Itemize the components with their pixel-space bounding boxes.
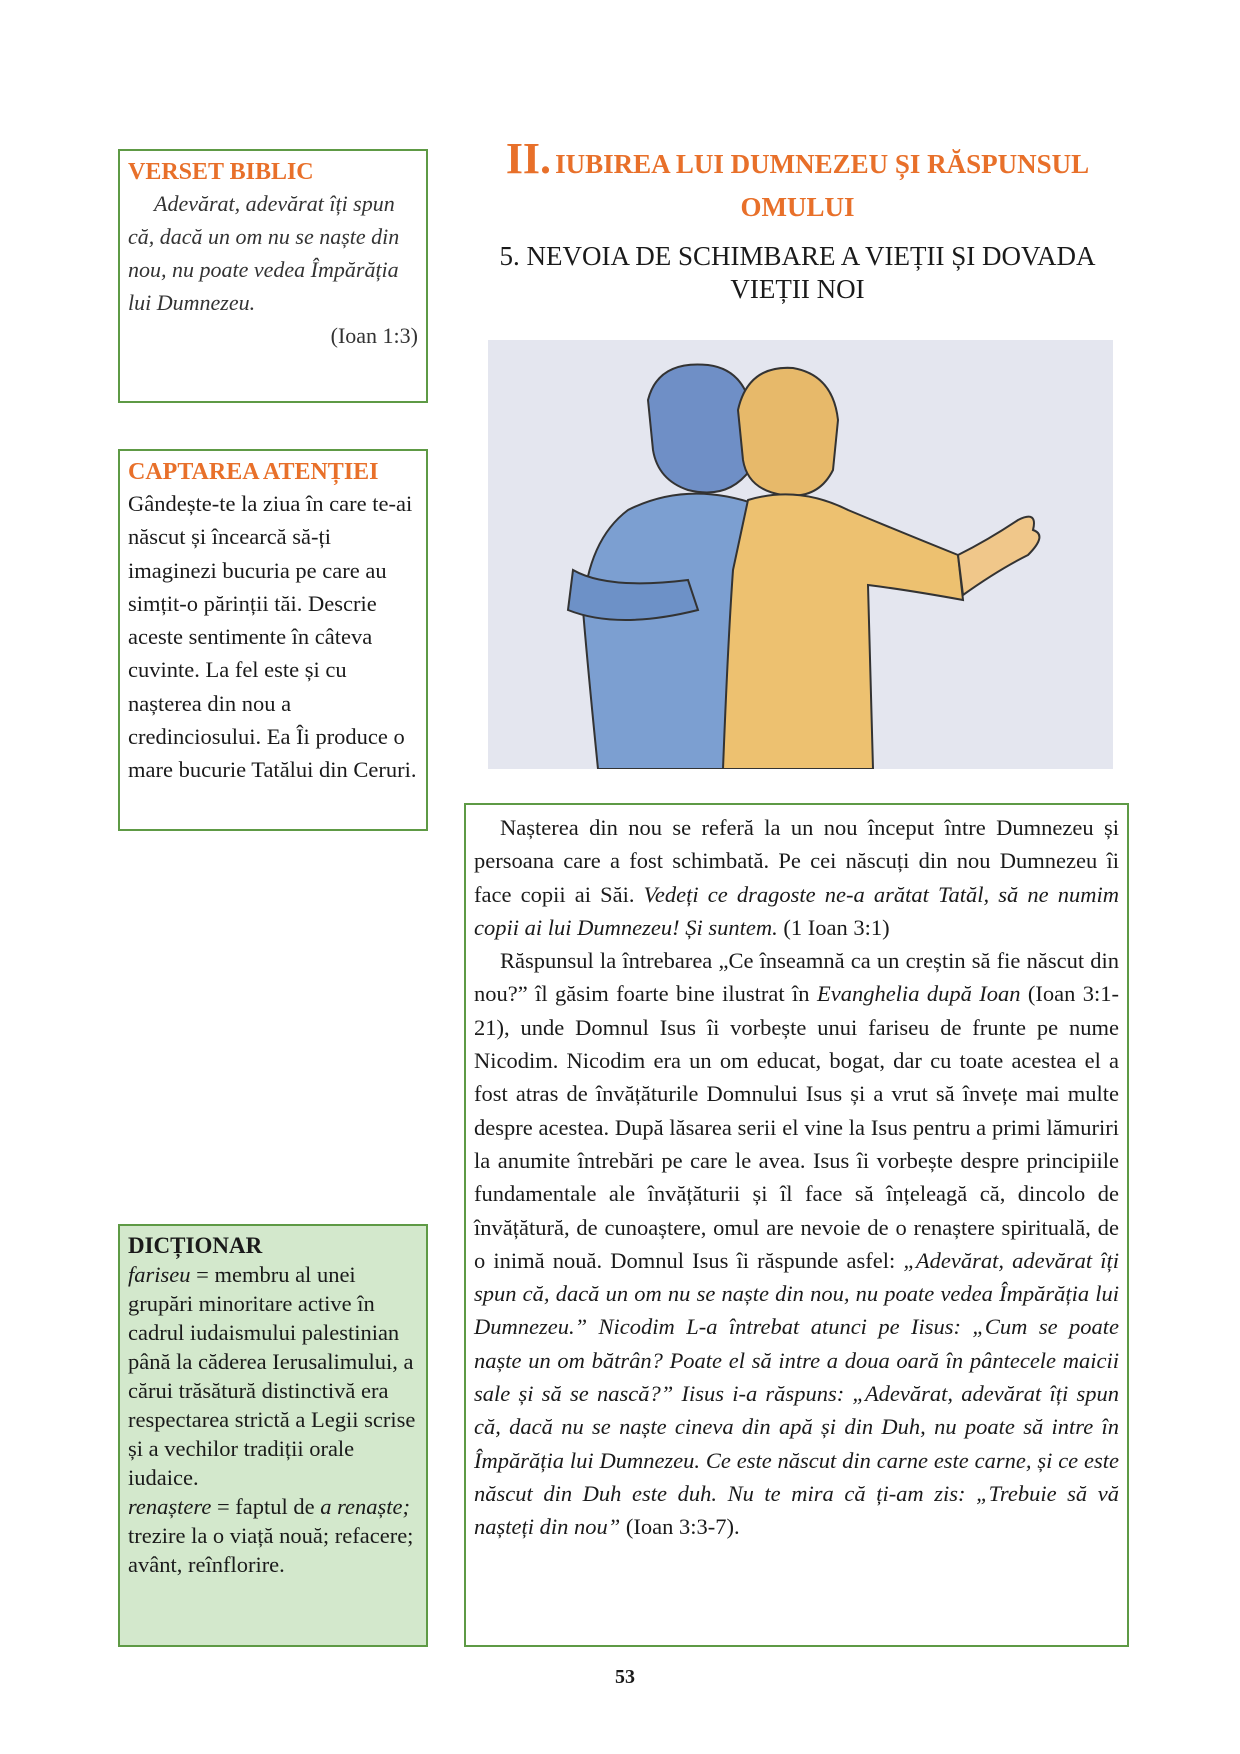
- text-segment: (1 Ioan 3:1): [777, 914, 890, 940]
- text-segment: (Ioan 3:1-21), unde Domnul Isus îi vorbește unui fariseu de frunte pe nume Nicodim. Nicodim era un om educat, bogat, dar cu toate acestea el a fost atras de învățăturile Domnului Isus și a vrut să învețe mai multe despre acestea. După lăsarea serii el vine la Isus pentru a primi lămuriri la anumite întrebări pe care le avea. Isus îi vorbește despre principiile fundamentale ale învățăturii și îl face să înțeleagă că, dincolo de învățătură, de cunoaștere, omul are nevoie de o renaștere spirituală, de o inimă nouă. Domnul Isus îi răspunde asfel:: [474, 981, 1119, 1273]
- dictionary-entry: [128, 1492, 418, 1579]
- dictionary-entry: [128, 1260, 418, 1492]
- text-segment: Nașterea din nou se referă la un nou început între Dumnezeu și persoana care a fost schimbată. Pe cei născuți din nou Dumnezeu îi face copii ai Săi.: [474, 815, 1119, 907]
- dictionary-term: fariseu: [128, 1262, 191, 1287]
- orange-boy-figure: [723, 368, 1039, 769]
- attention-box: [118, 449, 428, 831]
- bible-verse-text: Adevărat, adevărat îți spun că, dacă un om nu se naște din nou, nu poate vedea Împărăția lui Dumnezeu.: [128, 191, 400, 315]
- paragraph: [474, 944, 1119, 1543]
- chapter-title: [470, 134, 1125, 231]
- dictionary-definition: membru al unei grupări minoritare active în cadrul iudaismului palestinian până la căderea Ierusalimului, a cărui trăsătură distinctivă era respectarea strictă a Legii scrise și a vechilor tradiții orale iudaice.: [128, 1262, 416, 1490]
- dictionary-definition: trezire la o viață nouă; refacere; avânt, reînflorire.: [128, 1523, 414, 1577]
- chapter-title-text: IUBIREA LUI DUMNEZEU ȘI RĂSPUNSUL OMULUI: [555, 149, 1090, 222]
- main-text-box: [464, 803, 1129, 1647]
- text-segment: (Ioan 3:3-7).: [620, 1514, 740, 1540]
- italic-quote: Vedeți ce dragoste ne-a arătat Tatăl, să ne numim copii ai lui Dumnezeu! Și suntem.: [474, 881, 1119, 940]
- dictionary-term: renaștere: [128, 1494, 212, 1519]
- lesson-title: 5. NEVOIA DE SCHIMBARE A VIEȚII ȘI DOVADA VIEȚII NOI: [499, 241, 1096, 304]
- dictionary-definition-italic: a renaște;: [320, 1494, 411, 1519]
- italic-quote: Evanghelia după Ioan: [816, 981, 1021, 1007]
- attention-text: Gândește-te la ziua în care te-ai născut și încearcă să-ți imaginezi bucuria pe care au simțit-o părinții tăi. Descrie aceste sentimente în câteva cuvinte. La fel este și cu nașterea din nou a credinciosului. Ea Îi produce o mare bucurie Tatălui din Ceruri.: [128, 491, 417, 783]
- dictionary-definition: faptul de: [235, 1494, 321, 1519]
- bible-verse-heading: VERSET BIBLIC: [128, 159, 314, 185]
- paragraph: [474, 811, 1119, 944]
- text-segment: Răspunsul la întrebarea „Ce înseamnă ca un creștin să fie născut din nou?” îl găsim foarte bine ilustrat în: [474, 948, 1119, 1007]
- page-number: 53: [615, 1666, 635, 1688]
- bible-verse-box: [118, 149, 428, 403]
- attention-heading: CAPTAREA ATENȚIEI: [128, 459, 379, 485]
- dictionary-separator: =: [190, 1262, 215, 1287]
- dictionary-separator: =: [211, 1494, 236, 1519]
- illustration-two-boys: [488, 340, 1113, 769]
- bible-verse-reference: (Ioan 1:3): [330, 323, 418, 348]
- dictionary-heading: DICȚIONAR: [128, 1233, 263, 1258]
- chapter-number: II.: [505, 134, 552, 183]
- dictionary-box: [118, 1224, 428, 1647]
- italic-quote: „Adevărat, adevărat îți spun că, dacă un om nu se naște din nou, nu poate vedea Împărăția lui Dumnezeu.” Nicodim L-a întrebat atunci pe Iisus: „Cum se poate naște un om bătrân? Poate el să intre a doua oară în pântecele maicii sale și să se nască?” Iisus i-a răspuns: „Adevărat, adevărat îți spun că, dacă nu se naște cineva din apă și din Duh, nu poate să intre în Împărăția lui Dumnezeu. Ce este născut din carne este carne, și ce este născut din Duh este duh. Nu te mira că ți-am zis: „Trebuie să vă nașteți din nou”: [474, 1247, 1119, 1540]
